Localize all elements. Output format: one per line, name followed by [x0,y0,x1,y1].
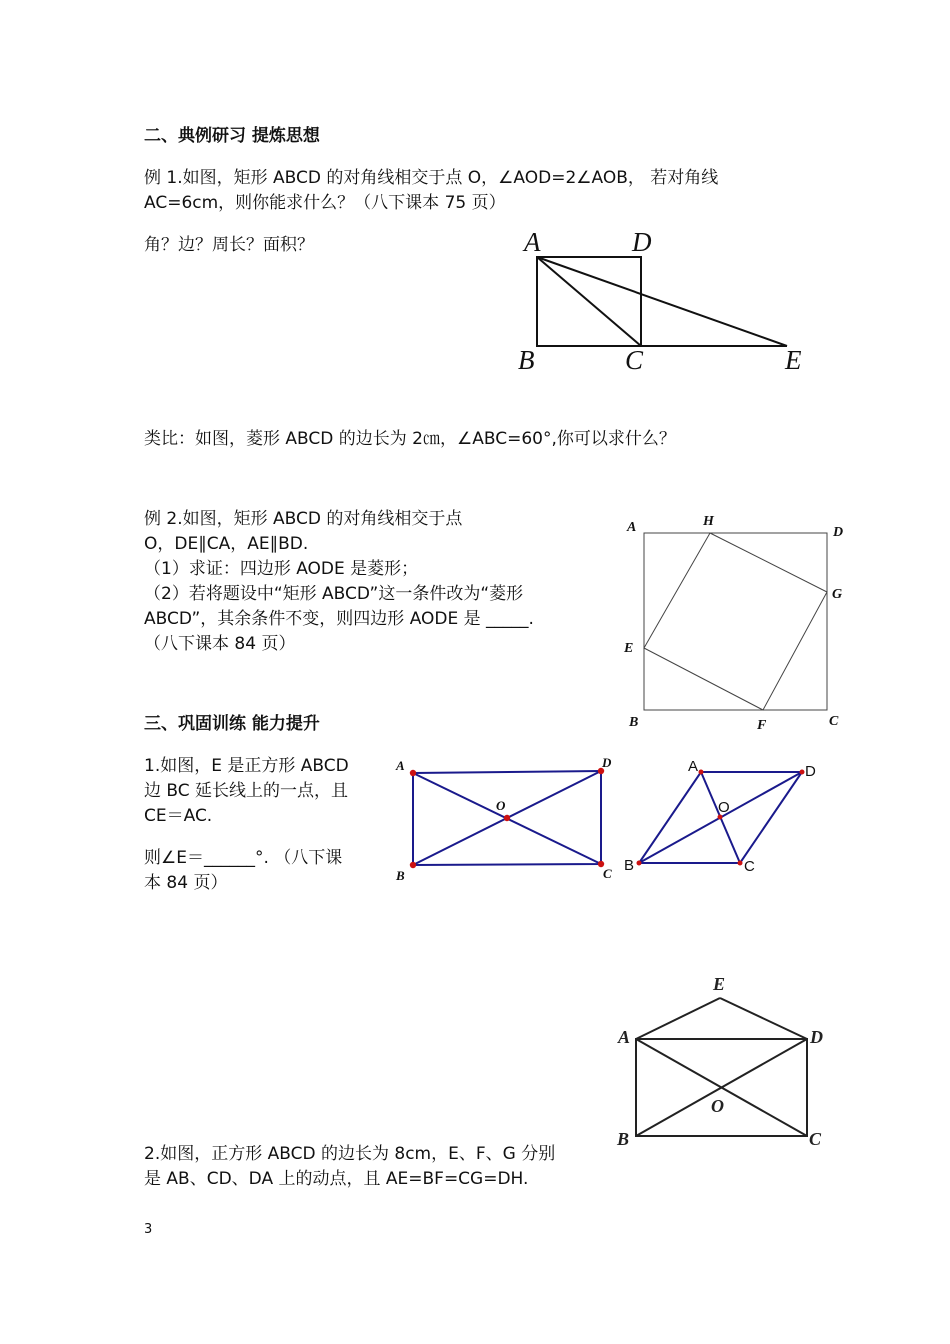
q1-line1: 1.如图，E 是正方形 ABCD [144,756,349,776]
label-B: B [518,345,535,375]
ex1-line3: 角？边？周长？面积？ [144,235,314,255]
r2-label-O: O [711,1096,724,1116]
ex2-line6: （八下课本 84 页） [144,634,296,654]
rect-label-A: A [396,758,405,773]
sq-label-B: B [629,715,639,730]
section-heading-2: 二、典例研习 提炼思想 [144,126,320,146]
rect-label-O: O [496,798,506,813]
r2-label-C: C [809,1129,822,1149]
ex1-line1: 例 1.如图，矩形 ABCD 的对角线相交于点 O，∠AOD=2∠AOB， 若对角线 [144,168,719,188]
rh-label-B: B [624,857,635,874]
label-C: C [625,345,644,375]
sq-label-F: F [757,718,767,733]
sq-label-C: C [829,714,839,729]
page-number: 3 [144,1222,153,1237]
sq-label-H: H [703,514,714,529]
label-E: E [785,345,802,375]
rh-label-O: O [718,799,730,816]
rect-label-C: C [603,866,612,881]
sq-label-A: A [627,520,637,535]
sq-label-E: E [624,641,634,656]
q2-line1: 2.如图，正方形 ABCD 的边长为 8cm，E、F、G 分别 [144,1144,556,1164]
label-A: A [524,227,541,257]
rh-label-C: C [744,858,755,875]
q1-line3: CE＝AC. [144,806,213,826]
q1-line5: 本 84 页） [144,873,228,893]
rect-label-B: B [396,868,405,883]
ex2-line2: O，DE∥CA，AE∥BD. [144,534,309,554]
q2-line2: 是 AB、CD、DA 上的动点，且 AE=BF=CG=DH. [144,1169,529,1189]
r2-label-D: D [810,1027,823,1047]
r2-label-B: B [617,1129,630,1149]
rect-label-D: D [602,755,612,770]
q1-line4: 则∠E＝______°. （八下课 [144,848,343,868]
sq-label-D: D [833,525,844,540]
analogy-line: 类比：如图，菱形 ABCD 的边长为 2㎝，∠ABC=60°,你可以求什么？ [144,429,676,449]
r2-label-A: A [618,1027,631,1047]
rh-label-D: D [805,763,816,780]
ex2-line1: 例 2.如图，矩形 ABCD 的对角线相交于点 [144,509,463,529]
sq-label-G: G [832,587,843,602]
ex2-line4: （2）若将题设中“矩形 ABCD”这一条件改为“菱形 [144,584,524,604]
section-heading-3: 三、巩固训练 能力提升 [144,714,320,734]
ex1-line2: AC=6cm，则你能求什么？（八下课本 75 页） [144,193,506,213]
r2-label-E: E [713,974,726,994]
ex2-line3: （1）求证：四边形 AODE 是菱形； [144,559,419,579]
rh-label-A: A [688,758,699,775]
ex2-line5: ABCD”，其余条件不变，则四边形 AODE 是 _____. [144,609,534,629]
q1-line2: 边 BC 延长线上的一点，且 [144,781,349,801]
label-D: D [632,227,652,257]
